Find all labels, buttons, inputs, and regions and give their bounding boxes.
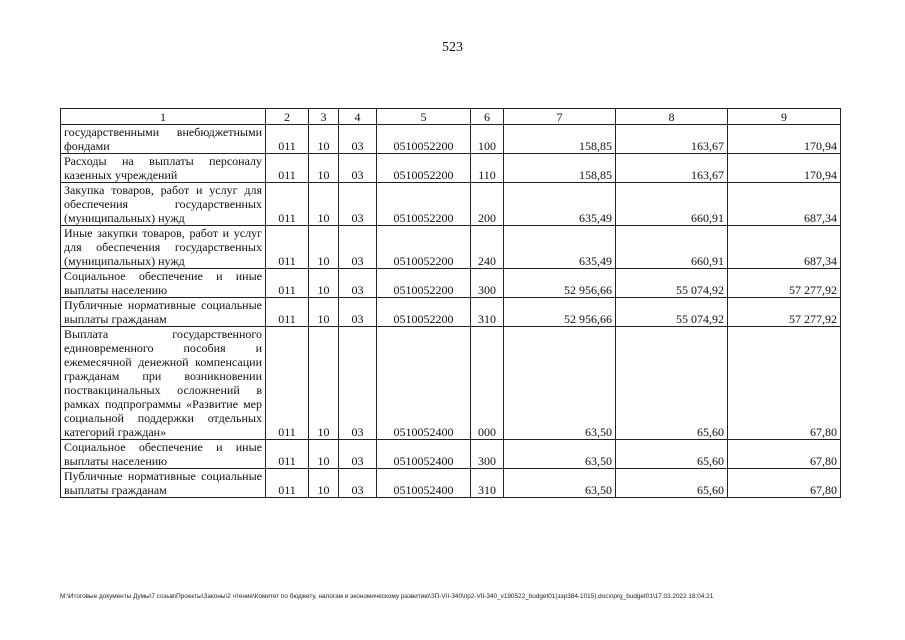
header-cell: 9	[728, 109, 841, 125]
expense-type-cell: 110	[471, 154, 504, 183]
target-article-cell: 0510052200	[377, 269, 471, 298]
target-article-cell: 0510052200	[377, 226, 471, 269]
header-cell: 6	[471, 109, 504, 125]
year3-amount-cell: 687,34	[728, 183, 841, 226]
table-row	[61, 125, 841, 154]
year1-amount-cell: 52 956,66	[504, 298, 616, 327]
subsection-cell: 03	[339, 154, 377, 183]
year2-amount-cell: 163,67	[616, 154, 728, 183]
header-cell: 7	[504, 109, 616, 125]
row-name-cell: Публичные нормативные социальные выплаты гражданам	[61, 298, 266, 327]
subsection-cell: 03	[339, 298, 377, 327]
target-article-cell: 0510052200	[377, 125, 471, 154]
subsection-cell: 03	[339, 183, 377, 226]
table-row	[61, 269, 841, 298]
row-name-cell: Публичные нормативные социальные выплаты гражданам	[61, 469, 266, 498]
expense-type-cell: 100	[471, 125, 504, 154]
section-cell: 10	[309, 469, 339, 498]
year2-amount-cell: 55 074,92	[616, 298, 728, 327]
target-article-cell: 0510052400	[377, 327, 471, 440]
subsection-cell: 03	[339, 440, 377, 469]
target-article-cell: 0510052200	[377, 298, 471, 327]
year3-amount-cell: 170,94	[728, 154, 841, 183]
table-row	[61, 154, 841, 183]
expense-type-cell: 240	[471, 226, 504, 269]
gov-code-cell: 011	[266, 154, 309, 183]
page-number: 523	[442, 40, 463, 55]
table-row	[61, 183, 841, 226]
gov-code-cell: 011	[266, 125, 309, 154]
year3-amount-cell: 67,80	[728, 469, 841, 498]
target-article-cell: 0510052200	[377, 154, 471, 183]
table-row	[61, 440, 841, 469]
year3-amount-cell: 170,94	[728, 125, 841, 154]
subsection-cell: 03	[339, 226, 377, 269]
section-cell: 10	[309, 298, 339, 327]
row-name-cell: Иные закупки товаров, работ и услуг для обеспечения государственных (муниципальных) нужд	[61, 226, 266, 269]
table-row	[61, 226, 841, 269]
year3-amount-cell: 687,34	[728, 226, 841, 269]
header-cell: 5	[377, 109, 471, 125]
year1-amount-cell: 63,50	[504, 469, 616, 498]
expense-type-cell: 200	[471, 183, 504, 226]
year2-amount-cell: 660,91	[616, 226, 728, 269]
expense-type-cell: 310	[471, 469, 504, 498]
section-cell: 10	[309, 440, 339, 469]
table-body	[61, 125, 841, 498]
row-name-cell: Закупка товаров, работ и услуг для обеспечения государственных (муниципальных) нужд	[61, 183, 266, 226]
year2-amount-cell: 65,60	[616, 327, 728, 440]
expense-type-cell: 310	[471, 298, 504, 327]
subsection-cell: 03	[339, 469, 377, 498]
section-cell: 10	[309, 125, 339, 154]
expense-type-cell: 000	[471, 327, 504, 440]
year2-amount-cell: 65,60	[616, 469, 728, 498]
row-name-cell: Социальное обеспечение и иные выплаты населению	[61, 440, 266, 469]
header-cell: 8	[616, 109, 728, 125]
gov-code-cell: 011	[266, 469, 309, 498]
gov-code-cell: 011	[266, 298, 309, 327]
gov-code-cell: 011	[266, 269, 309, 298]
year2-amount-cell: 660,91	[616, 183, 728, 226]
year3-amount-cell: 57 277,92	[728, 298, 841, 327]
year2-amount-cell: 163,67	[616, 125, 728, 154]
row-name-cell: государственными внебюджетными фондами	[61, 125, 266, 154]
year1-amount-cell: 158,85	[504, 125, 616, 154]
target-article-cell: 0510052400	[377, 440, 471, 469]
expense-type-cell: 300	[471, 269, 504, 298]
file-path-footer: M:\Итоговые документы Думы\7 созыв\Проекты\Законы\2 чтение\Комитет по бюджету, налогам и экономическому развитию\ЗП-VII-340\пр2-VII-340_v190522_budget01(зэр384-1015).docx\prg_budget01\17.03.2022 18:04:21	[60, 593, 714, 600]
table-row	[61, 469, 841, 498]
section-cell: 10	[309, 183, 339, 226]
year1-amount-cell: 63,50	[504, 327, 616, 440]
year1-amount-cell: 158,85	[504, 154, 616, 183]
year2-amount-cell: 55 074,92	[616, 269, 728, 298]
section-cell: 10	[309, 269, 339, 298]
expense-type-cell: 300	[471, 440, 504, 469]
section-cell: 10	[309, 327, 339, 440]
gov-code-cell: 011	[266, 440, 309, 469]
year1-amount-cell: 635,49	[504, 183, 616, 226]
year2-amount-cell: 65,60	[616, 440, 728, 469]
header-cell: 3	[309, 109, 339, 125]
row-name-cell: Расходы на выплаты персоналу казенных учреждений	[61, 154, 266, 183]
year1-amount-cell: 52 956,66	[504, 269, 616, 298]
row-name-cell: Выплата государственного единовременного пособия и ежемесячной денежной компенсации гражданам при возникновении поствакцинальных осложнений в рамках подпрограммы «Развитие мер социальной поддержки отдельных категорий граждан»	[61, 327, 266, 440]
section-cell: 10	[309, 154, 339, 183]
target-article-cell: 0510052200	[377, 183, 471, 226]
header-cell: 1	[61, 109, 266, 125]
gov-code-cell: 011	[266, 226, 309, 269]
gov-code-cell: 011	[266, 183, 309, 226]
gov-code-cell: 011	[266, 327, 309, 440]
target-article-cell: 0510052400	[377, 469, 471, 498]
year3-amount-cell: 67,80	[728, 327, 841, 440]
year1-amount-cell: 635,49	[504, 226, 616, 269]
row-name-cell: Социальное обеспечение и иные выплаты населению	[61, 269, 266, 298]
header-row	[61, 109, 841, 125]
budget-table	[60, 108, 841, 498]
header-cell: 4	[339, 109, 377, 125]
subsection-cell: 03	[339, 269, 377, 298]
table-row	[61, 298, 841, 327]
subsection-cell: 03	[339, 327, 377, 440]
subsection-cell: 03	[339, 125, 377, 154]
table-row	[61, 327, 841, 440]
year3-amount-cell: 67,80	[728, 440, 841, 469]
section-cell: 10	[309, 226, 339, 269]
header-cell: 2	[266, 109, 309, 125]
year1-amount-cell: 63,50	[504, 440, 616, 469]
year3-amount-cell: 57 277,92	[728, 269, 841, 298]
